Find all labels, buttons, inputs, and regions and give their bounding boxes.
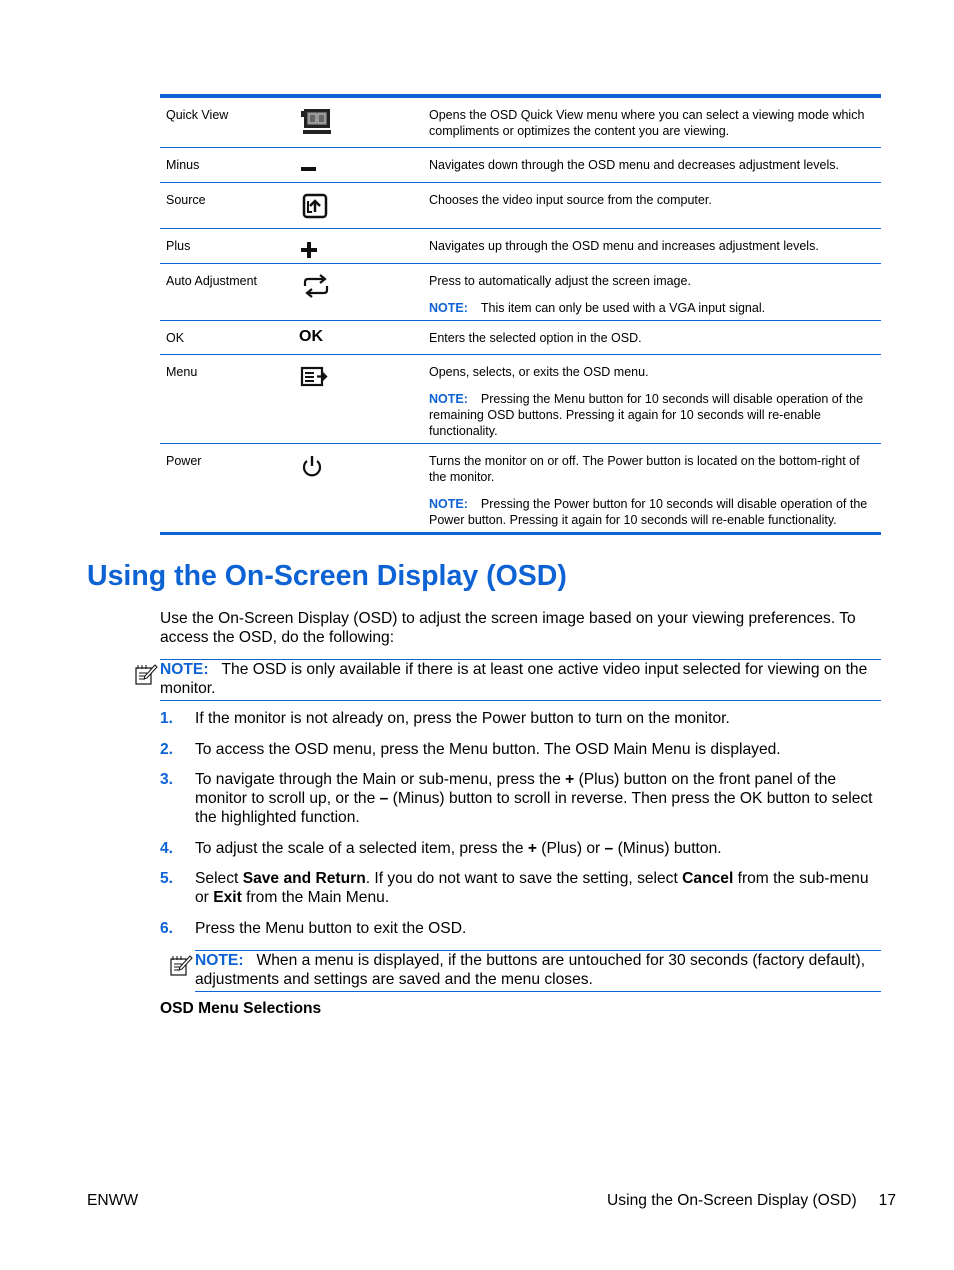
note-icon: [169, 953, 193, 982]
button-description: Opens, selects, or exits the OSD menu.: [429, 365, 649, 379]
step-emphasis: Exit: [213, 889, 242, 906]
button-name: Quick View: [166, 108, 229, 122]
step-emphasis: +: [527, 840, 537, 857]
button-name: Power: [166, 454, 202, 468]
button-description: Chooses the video input source from the computer.: [429, 193, 712, 207]
page-number: 17: [878, 1192, 896, 1209]
button-name: Source: [166, 193, 206, 207]
step-text-part: (Minus) button to scroll in reverse. Then press the OK button to select the highlighted function.: [195, 790, 873, 826]
osd-menu-subheading: OSD Menu Selections: [160, 1000, 322, 1017]
auto-adjust-icon: [299, 273, 335, 303]
step-text: [195, 919, 881, 938]
step-text-part: . If you do not want to save the setting, select: [365, 870, 683, 887]
step-emphasis: –: [604, 840, 614, 857]
step-number: 1.: [160, 710, 174, 727]
step-emphasis: –: [379, 790, 389, 807]
table-row: [160, 98, 881, 148]
footer-left: ENWW: [87, 1192, 139, 1209]
note-label: NOTE:: [429, 301, 468, 315]
intro-paragraph: Use the On-Screen Display (OSD) to adjust the screen image based on your viewing preferences. To access the OSD, do the following:: [160, 610, 856, 646]
menu-icon: [299, 364, 335, 394]
note-label: NOTE:: [160, 661, 209, 678]
button-description: Turns the monitor on or off. The Power button is located on the bottom-right of the monitor.: [429, 454, 860, 484]
step-text-part: To access the OSD menu, press the Menu button. The OSD Main Menu is displayed.: [195, 741, 781, 758]
button-description: Navigates down through the OSD menu and decreases adjustment levels.: [429, 158, 839, 172]
step-item: [160, 770, 881, 827]
table-row: [160, 183, 881, 229]
note-text: This item can only be used with a VGA input signal.: [480, 301, 766, 315]
note-icon: [134, 662, 158, 691]
step-number: 2.: [160, 741, 174, 758]
note-box: [195, 950, 881, 992]
table-note: [429, 496, 875, 528]
step-text-part: To navigate through the Main or sub-menu, press the: [195, 771, 566, 788]
step-text-part: If the monitor is not already on, press the Power button to turn on the monitor.: [195, 710, 730, 727]
power-icon: [299, 453, 335, 483]
step-text-part: from the Main Menu.: [241, 889, 390, 906]
section-title: Using the On-Screen Display (OSD): [87, 560, 567, 592]
step-text-part: To adjust the scale of a selected item, press the: [195, 840, 528, 857]
ok-icon: [299, 327, 335, 357]
step-item: [160, 869, 881, 907]
step-text-part: from the sub-menu or: [195, 870, 869, 906]
note-label: NOTE:: [429, 392, 468, 406]
button-name: Plus: [166, 239, 191, 253]
step-number: 5.: [160, 870, 174, 887]
step-text: [195, 740, 881, 759]
step-text-part: (Plus) or: [536, 840, 605, 857]
step-text: [195, 869, 881, 907]
note-text: When a menu is displayed, if the buttons are untouched for 30 seconds (factory default), adjustments and settings are saved and the menu closes.: [195, 952, 866, 988]
note-label: NOTE:: [429, 497, 468, 511]
step-number: 6.: [160, 920, 174, 937]
table-row: [160, 229, 881, 264]
ok-icon-glyph: OK: [299, 328, 323, 345]
button-name: OK: [166, 331, 185, 345]
button-name: Minus: [166, 158, 200, 172]
table-row: [160, 264, 881, 321]
step-item: [160, 919, 881, 938]
table-note: [429, 391, 875, 439]
step-text-part: Select: [195, 870, 243, 887]
step-item: [160, 839, 881, 858]
table-row: [160, 148, 881, 183]
step-number: 3.: [160, 771, 174, 788]
table-note: [429, 300, 875, 316]
button-description: Press to automatically adjust the screen image.: [429, 274, 691, 288]
step-number: 4.: [160, 840, 174, 857]
button-table: [160, 94, 881, 535]
button-description: Opens the OSD Quick View menu where you can select a viewing mode which compliments or optimizes the content you are viewing.: [429, 108, 865, 138]
step-text-part: Press the Menu button to exit the OSD.: [195, 920, 467, 937]
footer-right: [607, 1192, 896, 1210]
note-text: The OSD is only available if there is at least one active video input selected for viewing on the monitor.: [160, 661, 868, 697]
source-icon: [299, 192, 335, 222]
step-emphasis: Save and Return: [242, 870, 366, 887]
step-emphasis: Cancel: [682, 870, 734, 887]
footer-chapter-title: Using the On-Screen Display (OSD): [607, 1192, 857, 1209]
quick-view-icon: [299, 107, 335, 137]
button-name: Auto Adjustment: [166, 274, 258, 288]
step-emphasis: +: [565, 771, 575, 788]
step-text: [195, 839, 881, 858]
step-item: [160, 709, 881, 728]
step-text-part: (Minus) button.: [613, 840, 722, 857]
button-name: Menu: [166, 365, 198, 379]
table-row: [160, 321, 881, 355]
note-label: NOTE:: [195, 952, 244, 969]
step-text: [195, 770, 881, 827]
button-description: Navigates up through the OSD menu and increases adjustment levels.: [429, 239, 819, 253]
note-text: Pressing the Menu button for 10 seconds will disable operation of the remaining OSD buttons. Pressing it again for 10 seconds will re-enable functionality.: [429, 392, 864, 438]
step-text: [195, 709, 881, 728]
table-row: [160, 444, 881, 532]
table-row: [160, 355, 881, 444]
step-item: [160, 740, 881, 759]
button-description: Enters the selected option in the OSD.: [429, 331, 642, 345]
note-box: [160, 659, 881, 701]
step-text-part: (Plus) button on the front panel of the monitor to scroll up, or the: [195, 771, 837, 807]
note-text: Pressing the Power button for 10 seconds will disable operation of the Power button. Pressing it again for 10 seconds will re-enable functionality.: [429, 497, 868, 527]
